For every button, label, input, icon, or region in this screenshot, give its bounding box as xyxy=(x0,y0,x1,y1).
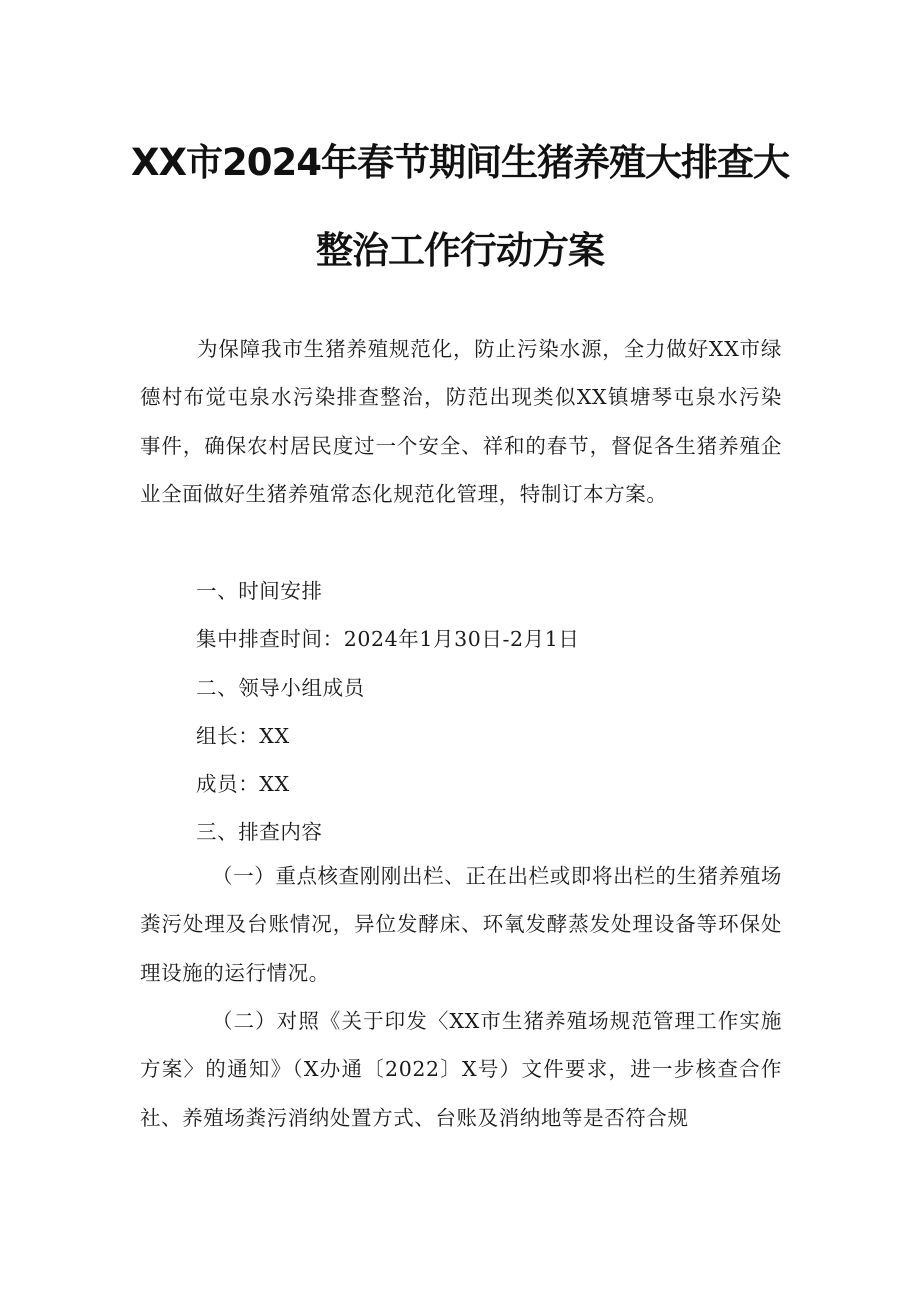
intro-paragraph: 为保障我市生猪养殖规范化，防止污染水源，全力做好XX市绿德村布觉屯泉水污染排查整治，防范出现类似XX镇塘琴屯泉水污染事件，确保农村居民度过一个安全、祥和的春节，督促各生猪养殖企业全面做好生猪养殖常态化规范化管理，特制订本方案。 xyxy=(140,337,782,506)
section-3-item-1: （一）重点核查刚刚出栏、正在出栏或即将出栏的生猪养殖场粪污处理及台账情况，异位发酵床、环氧发酵蒸发处理设备等环保处理设施的运行情况。 xyxy=(140,864,782,985)
document-title-line-1: XX市2024年春节期间生猪养殖大排查大 xyxy=(130,141,790,184)
section-3-item-2: （二）对照《关于印发〈XX市生猪养殖场规范管理工作实施方案〉的通知》（X办通〔2022〕X号）文件要求，进一步核查合作社、养殖场粪污消纳处置方式、台账及消纳地等是否符合规 xyxy=(140,1009,782,1130)
section-3-heading: 三、排查内容 xyxy=(196,820,323,844)
section-1-time: 集中排查时间：2024年1月30日-2月1日 xyxy=(196,627,580,651)
document-title-line-2: 整治工作行动方案 xyxy=(316,229,604,272)
section-2-members: 成员：XX xyxy=(196,772,290,796)
section-2-leader: 组长：XX xyxy=(196,724,290,748)
section-2-heading: 二、领导小组成员 xyxy=(196,676,365,700)
section-1-heading: 一、时间安排 xyxy=(196,579,323,603)
